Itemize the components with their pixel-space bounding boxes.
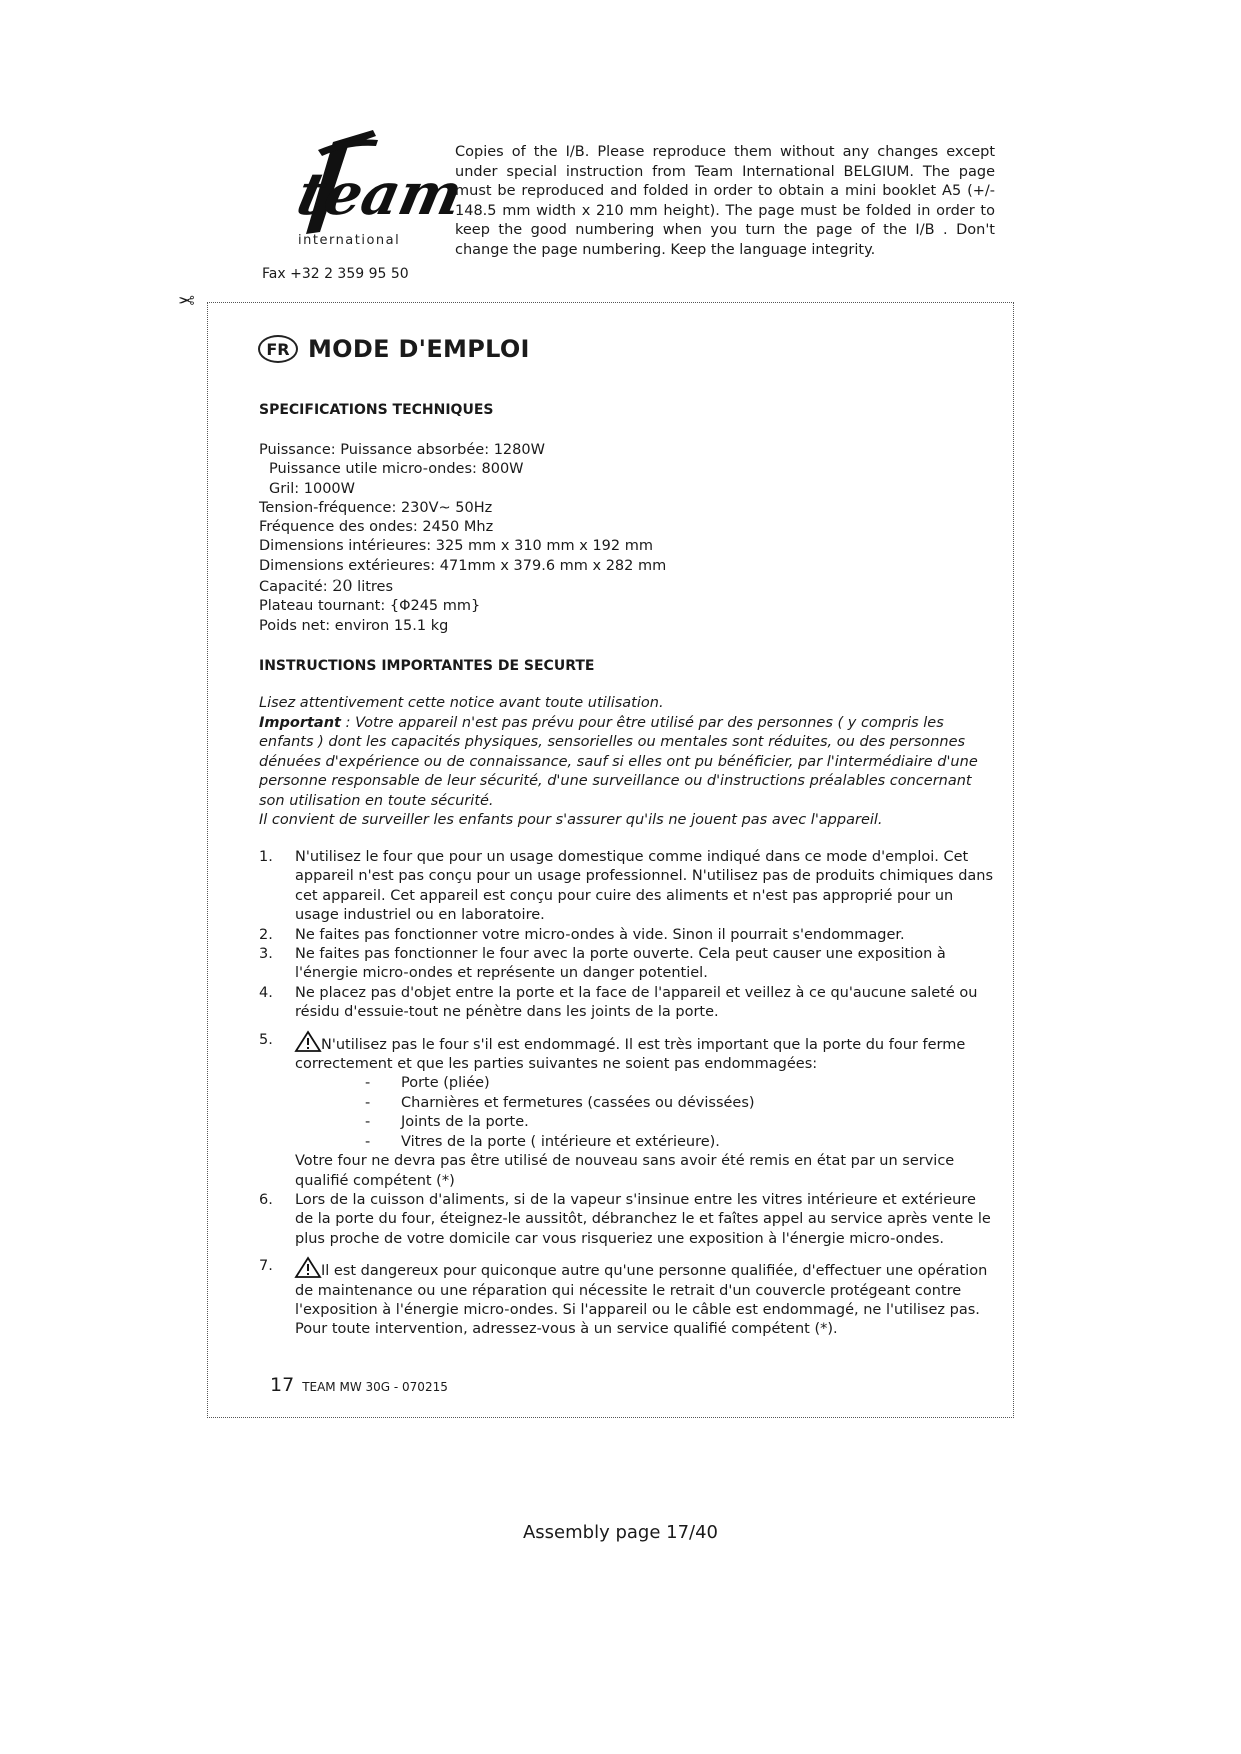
spec-line: Dimensions intérieures: 325 mm x 310 mm x 192 mm (259, 538, 653, 555)
spec-line: Puissance: Puissance absorbée: 1280W (259, 442, 545, 458)
sub-dash: - (365, 1075, 371, 1092)
important-paragraph (259, 714, 991, 812)
sub-item (295, 1133, 997, 1152)
page-number: 17 (270, 1374, 295, 1396)
warning-icon (295, 1257, 321, 1278)
item-body (295, 1257, 997, 1340)
item-number: 2. (259, 926, 273, 943)
important-label: Important (259, 714, 341, 731)
sub-item-text: Porte (pliée) (401, 1075, 490, 1092)
page-heading (258, 335, 530, 363)
capacity-label: Capacité: (259, 579, 333, 596)
sub-item (295, 1094, 997, 1113)
safety-intro (259, 694, 991, 831)
logo-subtitle: international (298, 233, 401, 248)
important-text: : Votre appareil n'est pas prévu pour être utilisé par des personnes ( y compris les enfants ) dont les capacités physiques, sensorielles ou mentales sont réduites, ou des personnes dénuées d'expérience ou de connaissance, sauf si elles ont pu bénéficier, par l'intermédiaire d'une personne responsable de leur sécurité, d'une surveillance ou d'instructions préalables concernant son utilisation en toute sécurité. (259, 714, 978, 809)
sub-item-text: Vitres de la porte ( intérieure et extérieure). (401, 1133, 720, 1150)
logo-word: team (291, 159, 469, 228)
item-text: Ne placez pas d'objet entre la porte et la face de l'appareil et veillez à ce qu'aucune saleté ou résidu d'essuie-tout ne pénètre dans les joints de la porte. (295, 984, 978, 1021)
page-title: MODE D'EMPLOI (308, 335, 530, 363)
capacity-unit: litres (352, 579, 394, 596)
language-badge: FR (258, 335, 298, 363)
item-text: Il est dangereux pour quiconque autre qu'une personne qualifiée, d'effectuer une opération de maintenance ou une réparation qui nécessite le retrait d'un couvercle protégeant contre l'exposition à l'énergie micro-ondes. Si l'appareil ou le câble est endommagé, ne l'utilisez pas. Pour toute intervention, adressez-vous à un service qualifié compétent (*). (295, 1263, 988, 1338)
item-text: N'utilisez le four que pour un usage domestique comme indiqué dans ce mode d'emploi. Cet appareil n'est pas conçu pour un usage professionnel. N'utilisez pas de produits chimiques dans cet appareil. Cet appareil est conçu pour cuire des aliments et n'est pas approprié pour un usage industriel ou en laboratoire. (295, 849, 994, 924)
item-continuation: Votre four ne devra pas être utilisé de nouveau sans avoir été remis en état par un service qualifié compétent (*) (295, 1153, 955, 1189)
item-text: N'utilisez pas le four s'il est endommagé. Il est très important que la porte du four ferme correctement et que les parties suivantes ne soient pas endommagées: (295, 1036, 966, 1073)
warning-icon (295, 1031, 321, 1052)
sub-dash: - (365, 1114, 371, 1131)
list-item (259, 1031, 997, 1191)
list-item (259, 1191, 997, 1249)
spec-line: Gril: 1000W (269, 480, 355, 497)
list-item (259, 945, 997, 984)
spec-line: Poids net: environ 15.1 kg (259, 617, 449, 634)
intro-line: Il convient de surveiller les enfants pour s'assurer qu'ils ne jouent pas avec l'appareil. (259, 812, 883, 828)
item-number: 4. (259, 984, 273, 1001)
item-number: 5. (259, 1031, 273, 1048)
item-number: 3. (259, 946, 273, 963)
spec-line-capacity (259, 576, 666, 597)
spec-line: Plateau tournant: {Φ245 mm} (259, 598, 481, 615)
spec-line: Dimensions extérieures: 471mm x 379.6 mm x 282 mm (259, 557, 667, 574)
item-text: Ne faites pas fonctionner votre micro-ondes à vide. Sinon il pourrait s'endommager. (295, 926, 905, 943)
header-instructions: Copies of the I/B. Please reproduce them without any changes except under special instruction from Team International BELGIUM. The page must be reproduced and folded in order to obtain a mini booklet A5 (+/- 148.5 mm width x 210 mm height). The page must be folded in order to keep the good numbering when you turn the page of the I/B . Don't change the page numbering. Keep the language integrity. (455, 144, 995, 258)
safety-title: INSTRUCTIONS IMPORTANTES DE SECURTE (259, 658, 595, 674)
model-code: TEAM MW 30G - 070215 (302, 1380, 448, 1394)
team-international-logo (278, 122, 469, 250)
item-body (295, 1031, 997, 1191)
intro-line: Lisez attentivement cette notice avant toute utilisation. (259, 695, 664, 711)
list-item (259, 926, 997, 945)
item-number: 7. (259, 1258, 273, 1275)
sub-dash: - (365, 1133, 371, 1150)
sub-item-text: Charnières et fermetures (cassées ou dévissées) (401, 1094, 755, 1111)
safety-items (259, 848, 997, 1340)
sub-item (295, 1113, 997, 1132)
list-item (259, 1257, 997, 1340)
item-text: Ne faites pas fonctionner le four avec la porte ouverte. Cela peut causer une exposition à l'énergie micro-ondes et représente un danger potentiel. (295, 946, 946, 982)
item-text: Lors de la cuisson d'aliments, si de la vapeur s'insinue entre les vitres intérieure et extérieure de la porte du four, éteignez-le aussitôt, débranchez le et faîtes appel au service après vente le plus proche de votre domicile car vous risqueriez une exposition à l'énergie micro-ondes. (295, 1191, 991, 1247)
assembly-page-label: Assembly page 17/40 (522, 1522, 719, 1543)
specs-list (259, 441, 666, 636)
capacity-value: 20 (332, 576, 353, 596)
spec-line: Tension-fréquence: 230V~ 50Hz (259, 499, 493, 516)
spec-line: Fréquence des ondes: 2450 Mhz (259, 519, 494, 536)
list-item (259, 984, 997, 1023)
sub-dash: - (365, 1094, 371, 1111)
spec-line: Puissance utile micro-ondes: 800W (269, 461, 524, 478)
list-item (259, 848, 997, 926)
scissors-icon: ✂ (178, 288, 195, 312)
fax-number: Fax +32 2 359 95 50 (262, 266, 409, 282)
specs-title: SPECIFICATIONS TECHNIQUES (259, 402, 494, 418)
sub-item-text: Joints de la porte. (401, 1114, 529, 1131)
page-footer (270, 1374, 448, 1396)
sub-item (295, 1074, 997, 1093)
item-number: 1. (259, 849, 273, 865)
item-number: 6. (259, 1191, 273, 1208)
